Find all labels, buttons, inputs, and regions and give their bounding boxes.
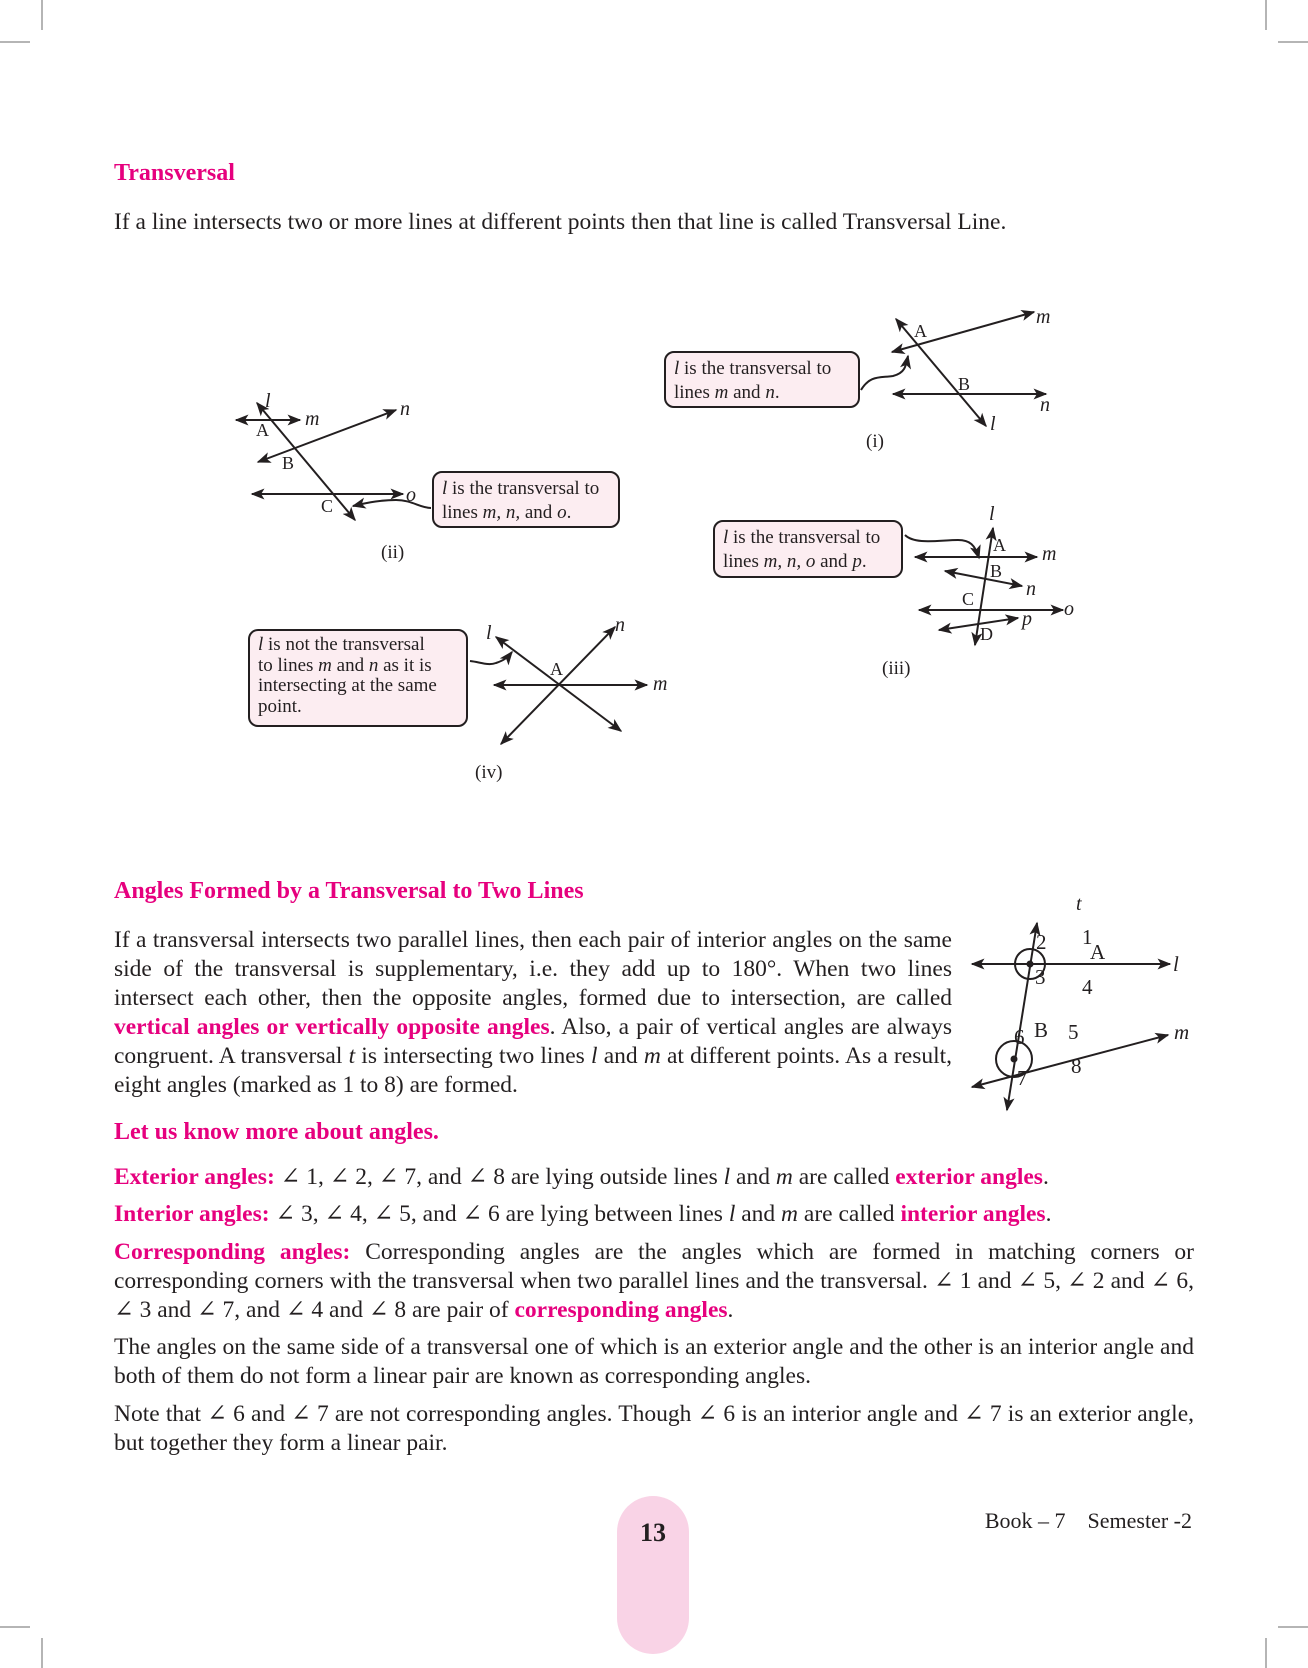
callout-text: . (566, 502, 572, 523)
callout-text: as it is (378, 654, 432, 676)
figure-caption-ii: (ii) (381, 542, 405, 563)
callout-text: and (728, 382, 766, 403)
callout-var: o (557, 502, 567, 523)
section-heading-transversal: Transversal (114, 160, 235, 186)
callout-text: to lines (258, 654, 319, 676)
line-label-m: m (1036, 306, 1051, 328)
figure-caption-i: (i) (866, 431, 884, 452)
angle-label-1: 1 (1082, 925, 1093, 949)
point-label-B: B (990, 561, 1003, 581)
transversal-figures (0, 0, 1308, 820)
footer-book-semester (985, 1508, 1192, 1534)
text: are called (792, 1164, 896, 1190)
crop-mark-bottom-left-v (41, 1638, 43, 1668)
interior-angles-label: Interior angles: (114, 1201, 270, 1227)
corresponding-angles-label: Corresponding angles: (114, 1239, 351, 1265)
angle-label-7: 7 (1017, 1066, 1028, 1090)
crop-mark-bottom-right-v (1265, 1638, 1267, 1668)
corresponding-angles-term: corresponding angles (514, 1297, 728, 1323)
callout-figure-iii (713, 520, 903, 578)
figure-caption-iii: (iii) (882, 658, 911, 679)
text: and (730, 1164, 776, 1190)
callout-text: and (331, 654, 369, 676)
text: If a transversal intersects two parallel lines, then each pair of interior angles on the same side of the transversal is supplementary, i.e. they add up to 180°. When two lines intersect each other, then the opposite angles, formed due to intersection, are called (114, 927, 952, 1011)
callout-text: and (520, 502, 558, 523)
exterior-angles-term: exterior angles (895, 1164, 1043, 1190)
line-label-m: m (1042, 543, 1057, 565)
vertical-angles-term: vertical angles or vertically opposite angles (114, 1014, 550, 1040)
point-label-A: A (993, 535, 1006, 555)
callout-text: is the transversal to (728, 527, 881, 548)
section-heading-know-more: Let us know more about angles. (114, 1119, 439, 1145)
figure-i-lines (861, 312, 1046, 426)
transversal-label-t: t (1076, 893, 1082, 915)
figure-iv-lines (470, 627, 647, 744)
section-heading-angles-formed: Angles Formed by a Transversal to Two Lines (114, 878, 584, 904)
crop-mark-bottom-left-h (0, 1626, 30, 1628)
footer-semester: Semester -2 (1087, 1508, 1192, 1533)
text: and (735, 1201, 782, 1227)
crop-mark-bottom-right-h (1278, 1626, 1308, 1628)
var-l: l (590, 1043, 598, 1069)
text: is intersecting two lines (355, 1043, 591, 1069)
callout-text: and (815, 551, 853, 572)
footer-book: Book – 7 (984, 1508, 1066, 1533)
var-m: m (781, 1201, 799, 1227)
line-label-l: l (486, 622, 492, 644)
point-label-C: C (962, 589, 975, 609)
note-paragraph: Note that ∠ 6 and ∠ 7 are not corresponding angles. Though ∠ 6 is an interior angle and ∠ 7 is an exterior angle, but together they form a linear pair. (114, 1401, 1194, 1456)
transversal-definition: If a line intersects two or more lines at different points then that line is called Transversal Line. (114, 209, 1007, 235)
line-label-m: m (1174, 1020, 1190, 1044)
text: ∠ 3, ∠ 4, ∠ 5, and ∠ 6 are lying between lines (269, 1201, 729, 1227)
page-number: 13 (640, 1518, 666, 1547)
var-l: l (728, 1201, 736, 1227)
interior-angles-term: interior angles (900, 1201, 1046, 1227)
angle-label-8: 8 (1071, 1054, 1082, 1078)
angles-formed-paragraph (114, 926, 952, 1100)
callout-var: m (318, 654, 332, 676)
text: ∠ 1, ∠ 2, ∠ 7, and ∠ 8 are lying outside lines (274, 1164, 724, 1190)
point-label-A: A (550, 659, 563, 679)
callout-text: is the transversal to (447, 478, 600, 499)
callout-figure-ii (432, 471, 620, 528)
var-m: m (775, 1164, 793, 1190)
point-label-B: B (958, 374, 971, 394)
text: and (597, 1043, 644, 1069)
angle-label-2: 2 (1036, 930, 1047, 954)
callout-text: . (774, 382, 780, 403)
callout-figure-i (664, 351, 860, 408)
exterior-angles-label: Exterior angles: (114, 1164, 275, 1190)
callout-var: m, n, o (763, 551, 816, 572)
callout-text: lines (674, 382, 715, 403)
text: . (727, 1297, 734, 1323)
var-t: t (348, 1043, 356, 1069)
point-label-A: A (1090, 940, 1106, 964)
var-l: l (723, 1164, 731, 1190)
text: . Also, a pair of vertical angles are always congruent. A transversal (114, 1014, 952, 1069)
angle-label-6: 6 (1014, 1025, 1025, 1049)
same-side-paragraph: The angles on the same side of a transversal one of which is an exterior angle and the other is an interior angle and both of them do not form a linear pair are known as corresponding angles. (114, 1334, 1194, 1389)
point-label-C: C (321, 496, 334, 516)
point-label-B: B (1034, 1018, 1049, 1042)
var-m: m (643, 1043, 661, 1069)
line-label-m: m (305, 408, 320, 430)
angle-label-3: 3 (1035, 965, 1046, 989)
angle-label-5: 5 (1068, 1020, 1079, 1044)
callout-var: n (765, 382, 775, 403)
callout-text: intersecting at the same (258, 675, 437, 696)
callout-text: lines (723, 551, 764, 572)
point-label-B: B (282, 453, 295, 473)
callout-text: lines (442, 502, 483, 523)
exterior-angles-paragraph (114, 1163, 1049, 1192)
line-label-l: l (989, 503, 995, 525)
line-label-n: n (1026, 578, 1036, 600)
point-label-D: D (980, 624, 993, 644)
callout-var: l (258, 634, 264, 655)
line-label-l: l (990, 413, 996, 435)
line-label-m: m (653, 673, 668, 695)
text: are called (798, 1201, 901, 1227)
point-label-A: A (914, 321, 927, 341)
callout-var: l (674, 358, 680, 379)
callout-var: m (714, 382, 729, 403)
angle-label-4: 4 (1082, 975, 1093, 999)
callout-text: is not the transversal (263, 634, 425, 655)
point-label-A: A (256, 420, 269, 440)
line-label-n: n (400, 398, 410, 420)
line-label-o: o (406, 484, 416, 506)
callout-text: is the transversal to (679, 358, 832, 379)
interior-angles-paragraph (114, 1200, 1051, 1229)
text: Corresponding angles are the angles which are formed in matching corners or corresponding corners with the transversal when two parallel lines and the transversal. ∠ 1 and ∠ 5, ∠ 2 and ∠ 6, ∠ 3 and ∠ 7, and ∠ 4 and ∠ 8 are pair of (114, 1239, 1194, 1323)
line-label-o: o (1064, 598, 1074, 620)
line-label-n: n (615, 614, 625, 636)
line-label-l: l (265, 390, 271, 412)
callout-var: n (368, 654, 379, 676)
line-label-n: n (1040, 394, 1050, 416)
line-label-p: p (1022, 608, 1032, 630)
callout-var: m, n, (482, 502, 521, 523)
text: at different points. As a result, eight angles (marked as 1 to 8) are formed. (114, 1043, 953, 1098)
callout-var: l (442, 478, 448, 499)
callout-text: . (861, 551, 867, 572)
callout-var: p (852, 551, 862, 572)
line-label-l: l (1173, 952, 1179, 976)
figure-caption-iv: (iv) (475, 762, 503, 783)
callout-figure-iv (248, 629, 468, 727)
callout-var: l (723, 527, 729, 548)
corresponding-angles-paragraph (114, 1238, 1194, 1325)
text: . (1042, 1164, 1049, 1190)
callout-text: point. (258, 695, 302, 717)
text: . (1045, 1201, 1052, 1227)
